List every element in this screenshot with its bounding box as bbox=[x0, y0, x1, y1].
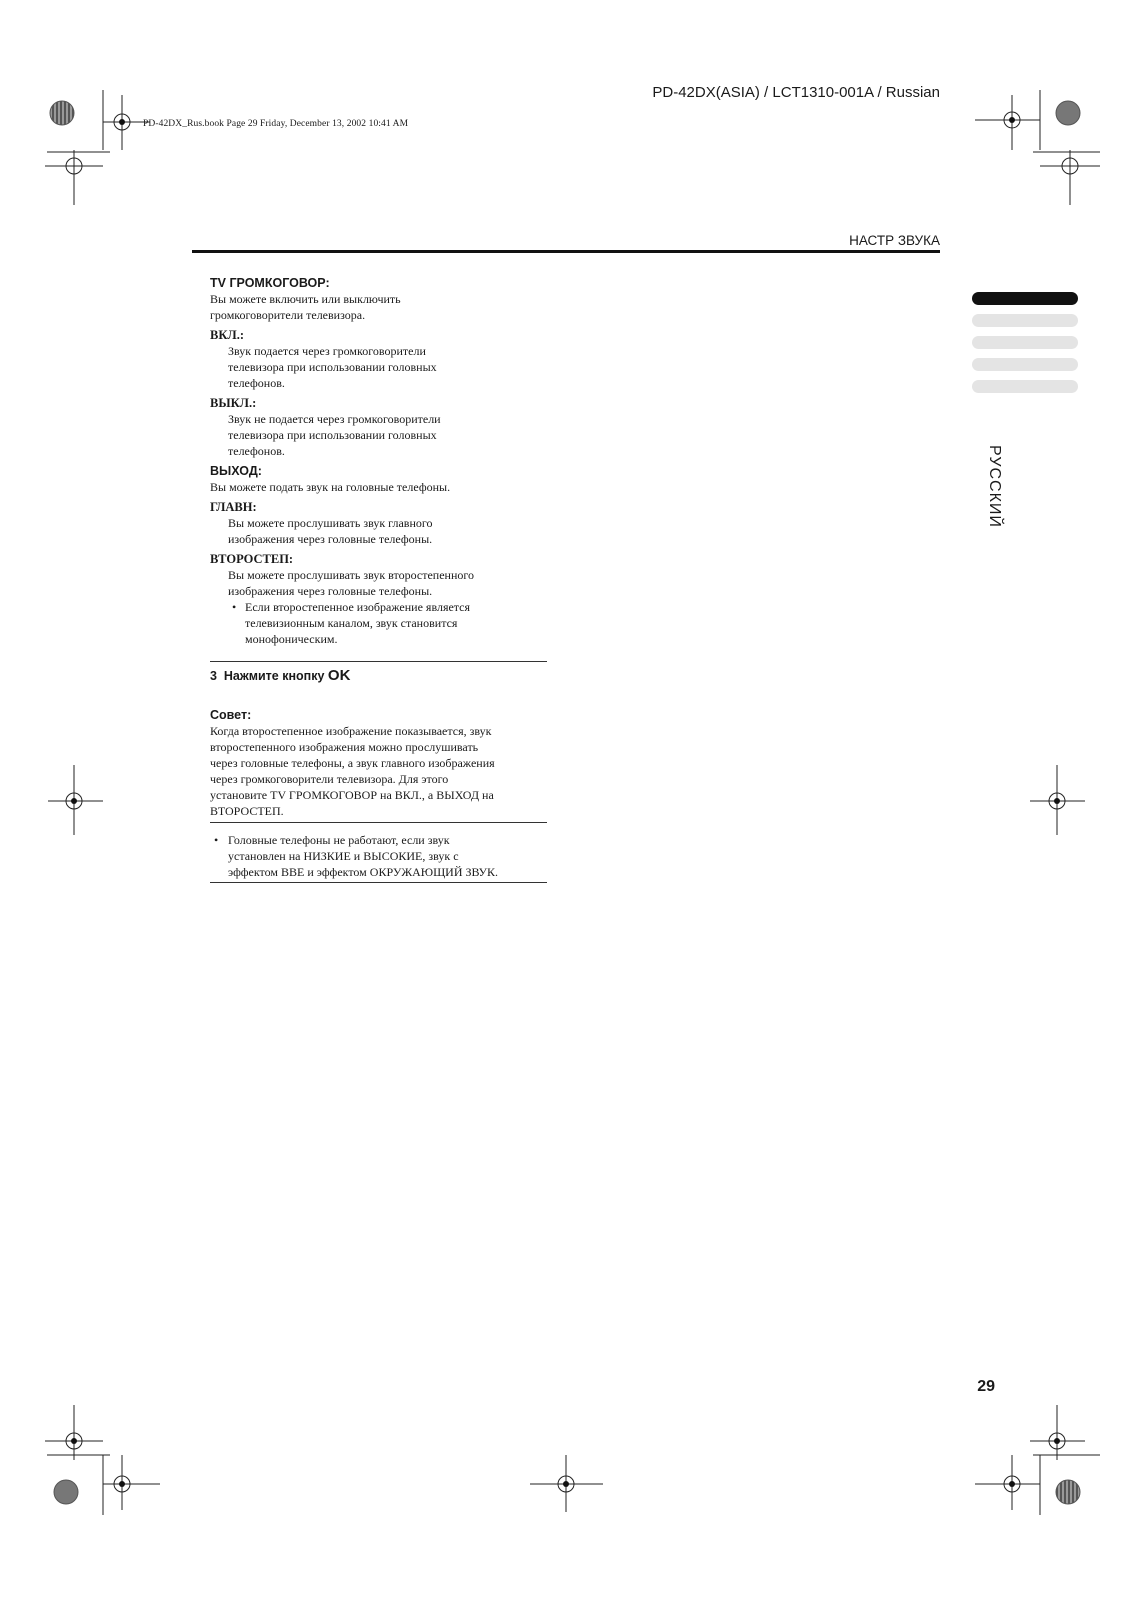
tv-speaker-desc-line: Вы можете включить или выключить bbox=[210, 292, 401, 306]
document-id: PD-42DX(ASIA) / LCT1310-001A / Russian bbox=[652, 84, 940, 101]
on-desc-line: телевизора при использовании головных bbox=[228, 360, 437, 374]
sub-bullet-line: Если второстепенное изображение является bbox=[245, 600, 471, 614]
off-desc-line: телефонов. bbox=[228, 444, 285, 458]
step-text: Нажмите кнопку bbox=[223, 669, 325, 683]
sub-bullet-line: монофоническим. bbox=[245, 632, 338, 646]
language-label: РУССКИЙ bbox=[986, 445, 1003, 528]
side-tab bbox=[972, 358, 1078, 371]
header-rule bbox=[192, 250, 940, 253]
main-heading: ГЛАВН: bbox=[210, 500, 257, 514]
tip-line: установите TV ГРОМКОГОВОР на ВКЛ., а ВЫХОД на bbox=[210, 788, 494, 802]
tip-line: Когда второстепенное изображение показывается, звук bbox=[210, 724, 492, 738]
note-rule-bottom bbox=[210, 882, 547, 883]
on-desc-line: телефонов. bbox=[228, 376, 285, 390]
bullet-dot: • bbox=[232, 600, 237, 614]
step-3 bbox=[210, 667, 350, 684]
main-desc-line: изображения через головные телефоны. bbox=[228, 532, 433, 546]
side-tab bbox=[972, 380, 1078, 393]
tip-title: Совет: bbox=[210, 708, 252, 722]
note-line: установлен на НИЗКИЕ и ВЫСОКИЕ, звук с bbox=[228, 849, 459, 863]
book-info: PD-42DX_Rus.book Page 29 Friday, December 13, 2002 10:41 AM bbox=[143, 119, 409, 129]
off-desc-line: телевизора при использовании головных bbox=[228, 428, 437, 442]
step-rule bbox=[210, 661, 547, 662]
sub-heading: ВТОРОСТЕП: bbox=[210, 552, 294, 566]
sub-bullet bbox=[210, 599, 547, 647]
tip-block bbox=[210, 707, 550, 819]
main-desc-line: Вы можете прослушивать звук главного bbox=[228, 516, 433, 530]
tv-speaker-heading: TV ГРОМКОГОВОР: bbox=[210, 276, 330, 290]
tip-line: через громкоговорители телевизора. Для этого bbox=[210, 772, 449, 786]
off-heading: ВЫКЛ.: bbox=[210, 396, 257, 410]
side-tab bbox=[972, 314, 1078, 327]
note-line: эффектом BBE и эффектом ОКРУЖАЮЩИЙ ЗВУК. bbox=[228, 865, 499, 879]
sub-bullet-line: телевизионным каналом, звук становится bbox=[245, 616, 458, 630]
note-line: Головные телефоны не работают, если звук bbox=[228, 833, 450, 847]
step-number: 3 bbox=[210, 669, 217, 683]
page-number: 29 bbox=[977, 1378, 995, 1395]
output-heading: ВЫХОД: bbox=[210, 464, 262, 478]
off-desc-line: Звук не подается через громкоговорители bbox=[228, 412, 441, 426]
note-rule-top bbox=[210, 822, 547, 823]
note-bullet bbox=[210, 832, 550, 880]
tip-line: второстепенного изображения можно прослушивать bbox=[210, 740, 479, 754]
output-desc: Вы можете подать звук на головные телефоны. bbox=[210, 480, 451, 494]
sub-desc-line: Вы можете прослушивать звук второстепенного bbox=[228, 568, 475, 582]
tip-line: через головные телефоны, а звук главного изображения bbox=[210, 756, 495, 770]
section-title: НАСТР ЗВУКА bbox=[849, 233, 940, 248]
on-heading: ВКЛ.: bbox=[210, 328, 245, 342]
tv-speaker-desc-line: громкоговорители телевизора. bbox=[210, 308, 366, 322]
side-tab-active bbox=[972, 292, 1078, 305]
ok-button-label: OK bbox=[327, 667, 351, 684]
tip-line: ВТОРОСТЕП. bbox=[210, 804, 284, 818]
main-content bbox=[210, 275, 547, 647]
note-block bbox=[210, 832, 550, 880]
side-tab bbox=[972, 336, 1078, 349]
on-desc-line: Звук подается через громкоговорители bbox=[228, 344, 426, 358]
bullet-dot: • bbox=[214, 833, 219, 847]
sub-desc-line: изображения через головные телефоны. bbox=[228, 584, 433, 598]
